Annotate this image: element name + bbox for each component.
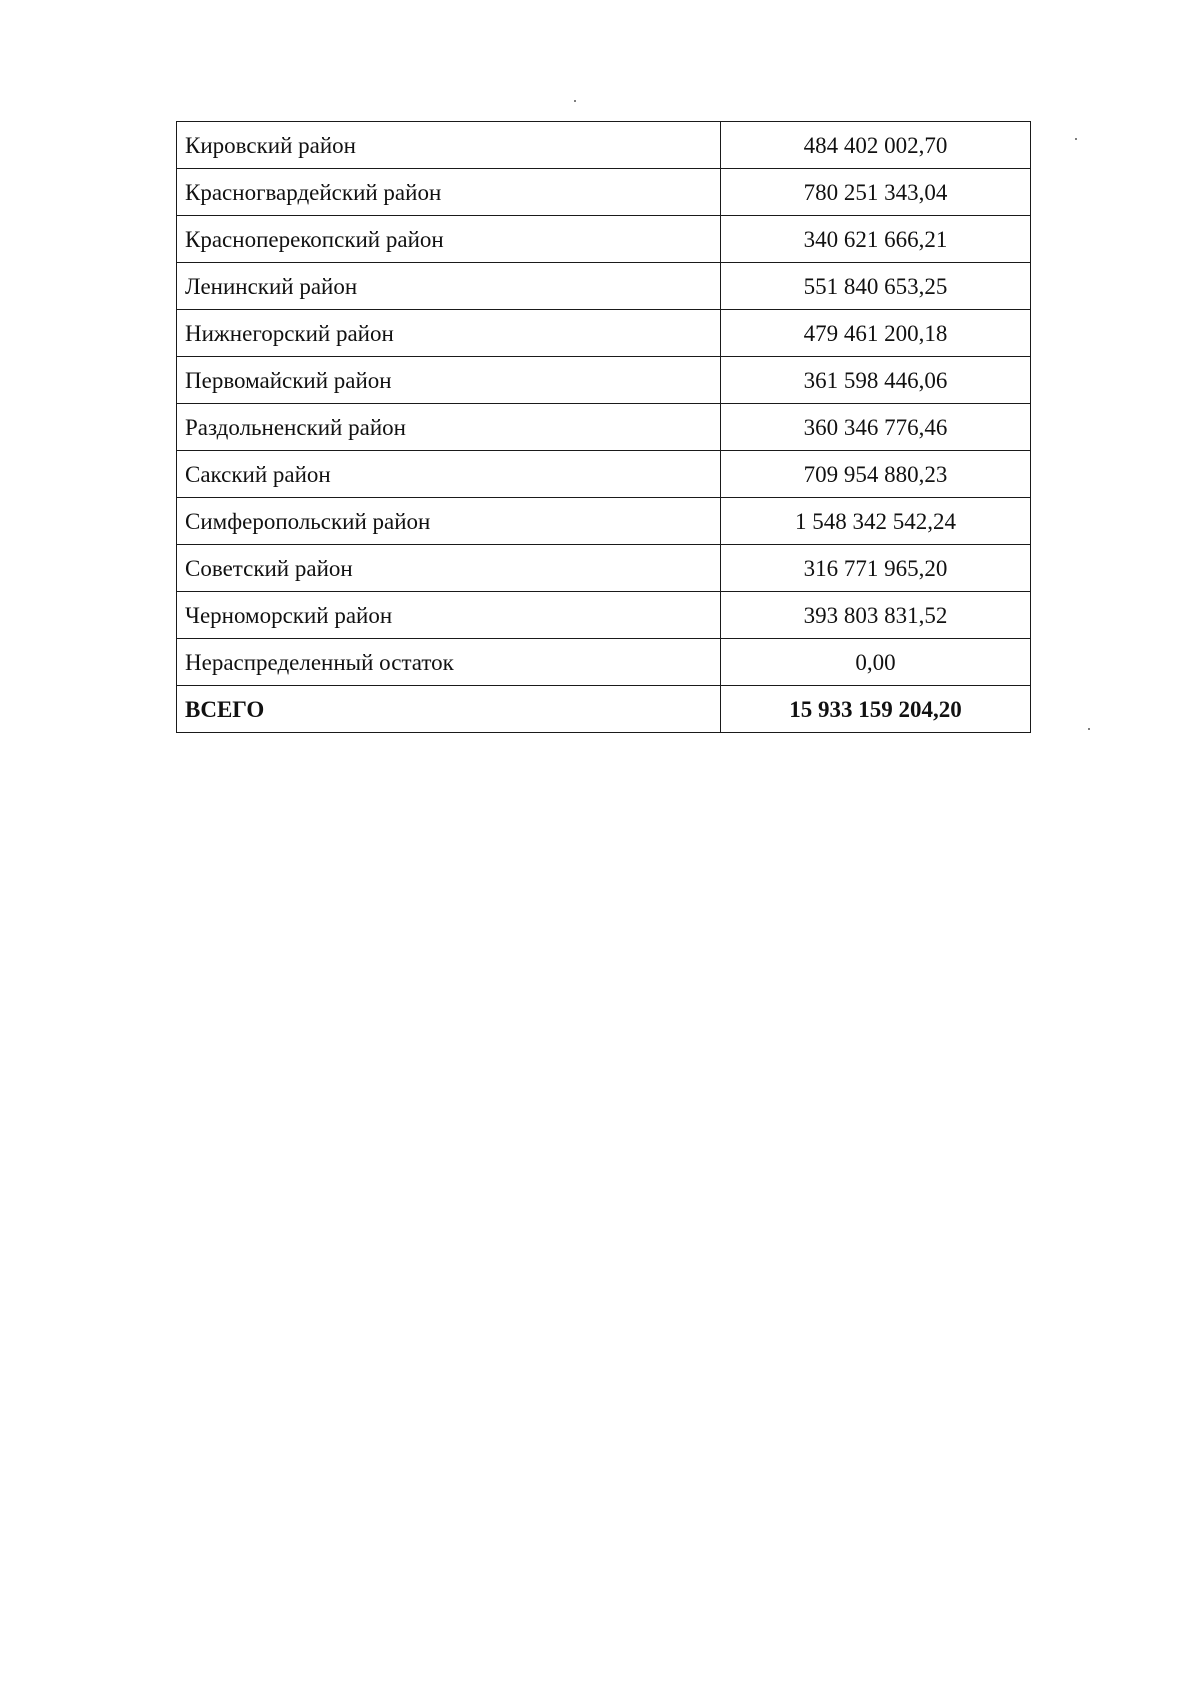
scan-speck (574, 100, 576, 102)
total-value: 15 933 159 204,20 (721, 686, 1031, 733)
amount-value: 479 461 200,18 (721, 310, 1031, 357)
district-name: Нижнегорский район (177, 310, 721, 357)
amount-value: 0,00 (721, 639, 1031, 686)
table-row (177, 639, 1031, 686)
table-row (177, 357, 1031, 404)
amount-value: 316 771 965,20 (721, 545, 1031, 592)
district-name: Кировский район (177, 122, 721, 169)
total-row (177, 686, 1031, 733)
table-row (177, 169, 1031, 216)
district-name: Раздольненский район (177, 404, 721, 451)
table-row (177, 122, 1031, 169)
amount-value: 393 803 831,52 (721, 592, 1031, 639)
district-name: Симферопольский район (177, 498, 721, 545)
amount-value: 484 402 002,70 (721, 122, 1031, 169)
district-name: Красноперекопский район (177, 216, 721, 263)
table-row (177, 310, 1031, 357)
scan-speck (1075, 138, 1077, 140)
table-row (177, 451, 1031, 498)
amount-value: 551 840 653,25 (721, 263, 1031, 310)
district-name: Ленинский район (177, 263, 721, 310)
table-row (177, 592, 1031, 639)
amount-value: 360 346 776,46 (721, 404, 1031, 451)
table-row (177, 263, 1031, 310)
distribution-table (176, 121, 1031, 733)
district-name: Советский район (177, 545, 721, 592)
table-row (177, 404, 1031, 451)
district-name: Нераспределенный остаток (177, 639, 721, 686)
amount-value: 1 548 342 542,24 (721, 498, 1031, 545)
district-name: Сакский район (177, 451, 721, 498)
table-row (177, 498, 1031, 545)
amount-value: 340 621 666,21 (721, 216, 1031, 263)
amount-value: 780 251 343,04 (721, 169, 1031, 216)
table-row (177, 545, 1031, 592)
district-name: Красногвардейский район (177, 169, 721, 216)
scan-speck (1088, 728, 1090, 730)
district-name: Черноморский район (177, 592, 721, 639)
amount-value: 361 598 446,06 (721, 357, 1031, 404)
district-name: Первомайский район (177, 357, 721, 404)
total-label: ВСЕГО (177, 686, 721, 733)
table-row (177, 216, 1031, 263)
amount-value: 709 954 880,23 (721, 451, 1031, 498)
